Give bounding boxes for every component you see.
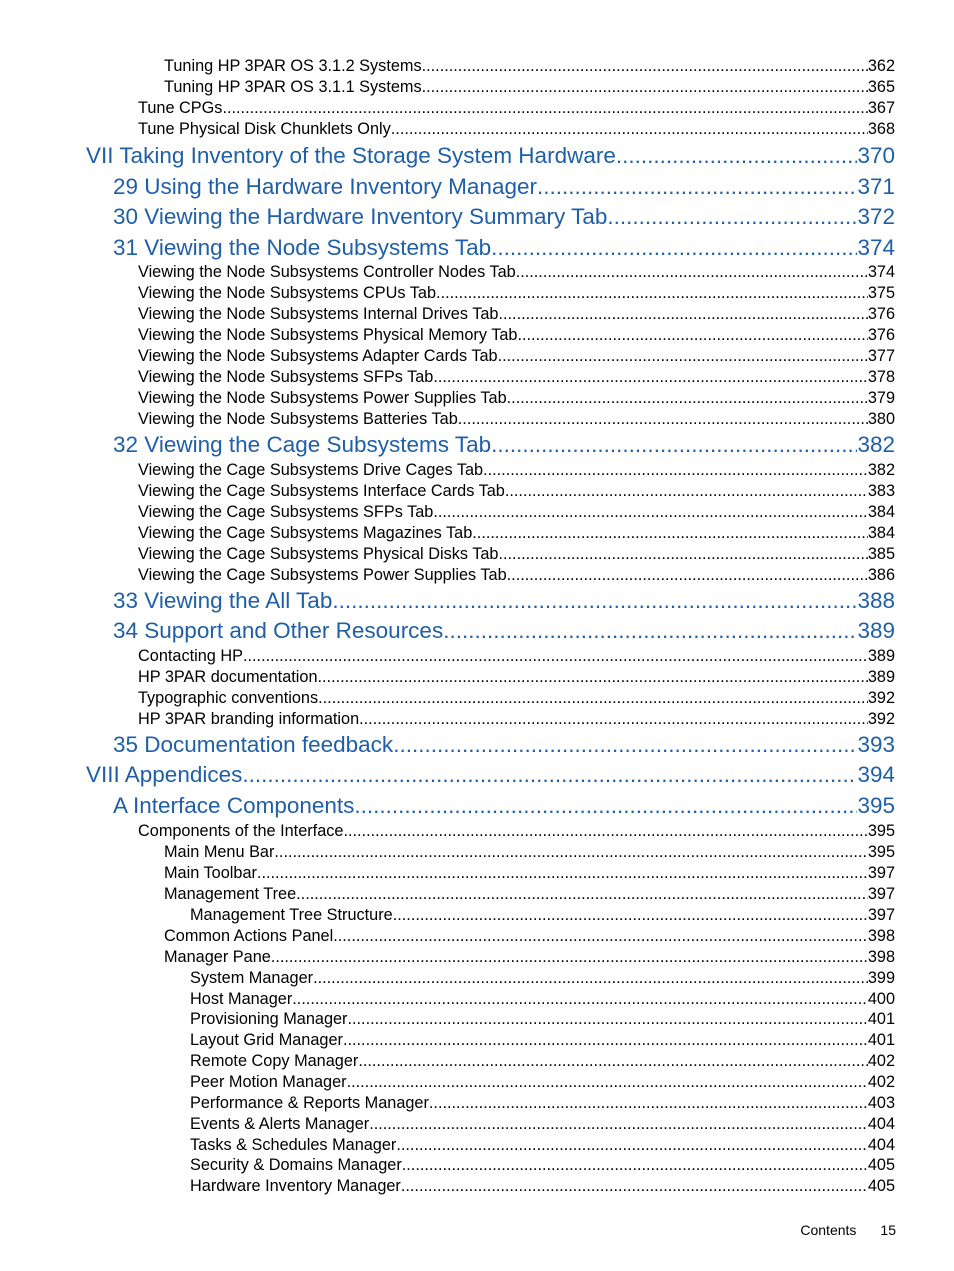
toc-entry-title: Tasks & Schedules Manager — [190, 1136, 397, 1154]
toc-entry-page-number: 389 — [857, 618, 895, 643]
toc-entry-page-number: 384 — [867, 503, 895, 521]
toc-entry-page-number: 376 — [867, 305, 895, 323]
toc-entry-title: Manager Pane — [164, 948, 271, 966]
toc-entry-page-number: 382 — [857, 432, 895, 457]
toc-entry[interactable] — [113, 431, 895, 459]
dot-leader — [257, 863, 868, 883]
toc-entry-title: Management Tree — [164, 885, 297, 903]
dot-leader — [491, 234, 857, 262]
toc-entry-title: Viewing the Node Subsystems CPUs Tab — [138, 284, 437, 302]
dot-leader — [358, 1051, 868, 1071]
toc-entry-title: Viewing the Node Subsystems SFPs Tab — [138, 368, 434, 386]
toc-entry[interactable] — [113, 234, 895, 262]
toc-entry-page-number: 401 — [867, 1031, 895, 1049]
dot-leader — [271, 947, 868, 967]
toc-entry-title: Viewing the Cage Subsystems Physical Disks Tab — [138, 545, 499, 563]
dot-leader — [354, 792, 857, 820]
toc-entry-page-number: 399 — [867, 969, 895, 987]
toc-entry-title: HP 3PAR branding information — [138, 710, 360, 728]
dot-leader — [616, 142, 858, 170]
toc-entry-page-number: 368 — [867, 120, 895, 138]
toc-entry[interactable] — [190, 905, 895, 925]
toc-entry-page-number: 378 — [867, 368, 895, 386]
toc-entry-title: Typographic conventions — [138, 689, 319, 707]
toc-entry-title: Tune CPGs — [138, 99, 223, 117]
toc-entry[interactable] — [138, 409, 895, 429]
toc-entry-title: 34 Support and Other Resources — [113, 618, 444, 643]
toc-entry[interactable] — [164, 926, 895, 946]
toc-entry-page-number: 393 — [857, 732, 895, 757]
toc-entry-page-number: 386 — [867, 566, 895, 584]
toc-entry[interactable] — [138, 346, 895, 366]
toc-entry[interactable] — [138, 388, 895, 408]
toc-entry[interactable] — [190, 1051, 895, 1071]
dot-leader — [516, 262, 868, 282]
toc-entry-page-number: 367 — [867, 99, 895, 117]
dot-leader — [436, 283, 868, 303]
toc-entry-page-number: 389 — [867, 668, 895, 686]
toc-entry[interactable] — [190, 1176, 895, 1196]
toc-entry[interactable] — [164, 947, 895, 967]
toc-entry[interactable] — [138, 119, 895, 139]
toc-entry[interactable] — [113, 617, 895, 645]
dot-leader — [498, 544, 867, 564]
toc-entry-title: 32 Viewing the Cage Subsystems Tab — [113, 432, 492, 457]
dot-leader — [507, 565, 868, 585]
toc-entry[interactable] — [190, 1093, 895, 1113]
toc-entry-page-number: 392 — [867, 689, 895, 707]
toc-entry-title: Management Tree Structure — [190, 906, 393, 924]
toc-entry-title: VIII Appendices — [86, 762, 243, 787]
toc-entry-title: 31 Viewing the Node Subsystems Tab — [113, 235, 492, 260]
toc-entry[interactable] — [138, 283, 895, 303]
toc-entry-title: Viewing the Node Subsystems Physical Memory Tab — [138, 326, 518, 344]
toc-entry[interactable] — [86, 142, 895, 170]
dot-leader — [422, 56, 868, 76]
toc-entry[interactable] — [113, 173, 895, 201]
toc-entry-title: Remote Copy Manager — [190, 1052, 359, 1070]
dot-leader — [393, 731, 857, 759]
dot-leader — [517, 325, 867, 345]
page-footer — [800, 1222, 896, 1238]
dot-leader — [333, 926, 868, 946]
toc-entry[interactable] — [138, 304, 895, 324]
toc-entry-page-number: 379 — [867, 389, 895, 407]
toc-entry[interactable] — [138, 325, 895, 345]
toc-entry-title: HP 3PAR documentation — [138, 668, 318, 686]
toc-entry-title: A Interface Components — [113, 793, 355, 818]
dot-leader — [222, 98, 867, 118]
toc-entry-page-number: 375 — [867, 284, 895, 302]
toc-entry-page-number: 374 — [867, 263, 895, 281]
toc-entry-title: Viewing the Cage Subsystems Drive Cages Tab — [138, 461, 484, 479]
footer-section-label: Contents — [800, 1222, 857, 1238]
dot-leader — [429, 1093, 868, 1113]
toc-entry[interactable] — [138, 481, 895, 501]
dot-leader — [443, 617, 857, 645]
dot-leader — [498, 346, 868, 366]
toc-entry[interactable] — [138, 502, 895, 522]
toc-entry-title: Peer Motion Manager — [190, 1073, 347, 1091]
dot-leader — [343, 821, 867, 841]
toc-entry-title: System Manager — [190, 969, 314, 987]
toc-entry-title: 29 Using the Hardware Inventory Manager — [113, 174, 537, 199]
toc-entry[interactable] — [190, 968, 895, 988]
toc-entry-page-number: 395 — [867, 822, 895, 840]
toc-entry[interactable] — [164, 77, 895, 97]
toc-entry-page-number: 397 — [867, 864, 895, 882]
dot-leader — [332, 587, 857, 615]
toc-entry-page-number: 384 — [867, 524, 895, 542]
toc-entry-page-number: 395 — [857, 793, 895, 818]
dot-leader — [396, 1135, 867, 1155]
toc-entry-title: Viewing the Cage Subsystems Magazines Tab — [138, 524, 473, 542]
toc-entry-page-number: 388 — [857, 588, 895, 613]
toc-entry-page-number: 395 — [867, 843, 895, 861]
toc-entry-title: Provisioning Manager — [190, 1010, 348, 1028]
dot-leader — [607, 203, 857, 231]
dot-leader — [347, 1009, 867, 1029]
toc-entry-title: 35 Documentation feedback — [113, 732, 394, 757]
dot-leader — [393, 905, 868, 925]
toc-entry[interactable] — [138, 709, 895, 729]
toc-entry-page-number: 382 — [867, 461, 895, 479]
dot-leader — [458, 409, 868, 429]
toc-entry[interactable] — [138, 98, 895, 118]
toc-entry[interactable] — [164, 884, 895, 904]
toc-entry-title: Viewing the Cage Subsystems SFPs Tab — [138, 503, 434, 521]
dot-leader — [243, 646, 868, 666]
toc-entry[interactable] — [113, 731, 895, 759]
toc-entry-page-number: 371 — [857, 174, 895, 199]
toc-entry[interactable] — [138, 262, 895, 282]
toc-entry-page-number: 392 — [867, 710, 895, 728]
toc-entry-page-number: 398 — [867, 927, 895, 945]
toc-entry-page-number: 362 — [867, 57, 895, 75]
toc-entry-title: Viewing the Node Subsystems Power Supplies Tab — [138, 389, 507, 407]
toc-entry-title: Security & Domains Manager — [190, 1156, 402, 1174]
toc-entry-page-number: 402 — [867, 1073, 895, 1091]
toc-entry-title: Viewing the Cage Subsystems Interface Cards Tab — [138, 482, 505, 500]
dot-leader — [537, 173, 857, 201]
toc-entry-title: 33 Viewing the All Tab — [113, 588, 333, 613]
dot-leader — [498, 304, 867, 324]
toc-entry-title: Host Manager — [190, 990, 293, 1008]
toc-entry-title: Events & Alerts Manager — [190, 1115, 370, 1133]
dot-leader — [343, 1030, 868, 1050]
toc-entry-title: VII Taking Inventory of the Storage System Hardware — [86, 143, 616, 168]
toc-entry-page-number: 397 — [867, 885, 895, 903]
dot-leader — [318, 667, 868, 687]
dot-leader — [422, 77, 868, 97]
toc-entry[interactable] — [190, 1009, 895, 1029]
toc-entry-title: Viewing the Node Subsystems Batteries Tab — [138, 410, 458, 428]
dot-leader — [507, 388, 868, 408]
dot-leader — [313, 968, 868, 988]
toc-entry-title: Tune Physical Disk Chunklets Only — [138, 120, 391, 138]
toc-entry-page-number: 389 — [867, 647, 895, 665]
toc-entry-title: Viewing the Node Subsystems Adapter Cards Tab — [138, 347, 498, 365]
toc-entry-page-number: 404 — [867, 1115, 895, 1133]
dot-leader — [359, 709, 868, 729]
toc-entry[interactable] — [113, 587, 895, 615]
dot-leader — [242, 761, 857, 789]
dot-leader — [401, 1176, 868, 1196]
toc-entry-page-number: 385 — [867, 545, 895, 563]
toc-entry-title: Components of the Interface — [138, 822, 344, 840]
toc-entry-page-number: 405 — [867, 1177, 895, 1195]
toc-entry[interactable] — [138, 544, 895, 564]
toc-entry-title: Common Actions Panel — [164, 927, 334, 945]
toc-entry[interactable] — [164, 56, 895, 76]
toc-entry[interactable] — [138, 523, 895, 543]
toc-entry-page-number: 401 — [867, 1010, 895, 1028]
footer-page-number: 15 — [880, 1222, 896, 1238]
toc-entry-title: Main Menu Bar — [164, 843, 275, 861]
toc-entry-title: 30 Viewing the Hardware Inventory Summary Tab — [113, 204, 608, 229]
toc-entry[interactable] — [190, 1114, 895, 1134]
toc-entry-page-number: 383 — [867, 482, 895, 500]
toc-entry-title: Tuning HP 3PAR OS 3.1.2 Systems — [164, 57, 422, 75]
toc-entry[interactable] — [190, 1030, 895, 1050]
toc-entry-page-number: 397 — [867, 906, 895, 924]
toc-entry[interactable] — [190, 1135, 895, 1155]
toc-entry-page-number: 374 — [857, 235, 895, 260]
toc-entry[interactable] — [138, 667, 895, 687]
toc-entry[interactable] — [113, 792, 895, 820]
toc-entry-title: Tuning HP 3PAR OS 3.1.1 Systems — [164, 78, 422, 96]
toc-entry[interactable] — [164, 842, 895, 862]
toc-entry-page-number: 394 — [857, 762, 895, 787]
toc-entry-page-number: 365 — [867, 78, 895, 96]
dot-leader — [318, 688, 868, 708]
toc-entry-page-number: 400 — [867, 990, 895, 1008]
toc-entry[interactable] — [138, 688, 895, 708]
dot-leader — [491, 431, 857, 459]
toc-entry[interactable] — [138, 367, 895, 387]
toc-entry-page-number: 370 — [857, 143, 895, 168]
dot-leader — [391, 119, 868, 139]
toc-entry[interactable] — [138, 821, 895, 841]
toc-entry-title: Viewing the Node Subsystems Internal Drives Tab — [138, 305, 499, 323]
toc-entry-title: Hardware Inventory Manager — [190, 1177, 401, 1195]
toc-entry[interactable] — [86, 761, 895, 789]
toc-entry-page-number: 372 — [857, 204, 895, 229]
toc-entry-page-number: 398 — [867, 948, 895, 966]
toc-entry-page-number: 402 — [867, 1052, 895, 1070]
dot-leader — [505, 481, 868, 501]
toc-entry[interactable] — [113, 203, 895, 231]
dot-leader — [274, 842, 867, 862]
dot-leader — [292, 989, 868, 1009]
dot-leader — [433, 502, 868, 522]
toc-entry-title: Viewing the Cage Subsystems Power Supplies Tab — [138, 566, 507, 584]
toc-entry[interactable] — [190, 1072, 895, 1092]
dot-leader — [472, 523, 868, 543]
dot-leader — [369, 1114, 868, 1134]
dot-leader — [433, 367, 868, 387]
toc-entry-title: Viewing the Node Subsystems Controller Nodes Tab — [138, 263, 516, 281]
toc-entry[interactable] — [190, 989, 895, 1009]
toc-entry-title: Performance & Reports Manager — [190, 1094, 429, 1112]
toc-entry[interactable] — [138, 646, 895, 666]
toc-entry-page-number: 404 — [867, 1136, 895, 1154]
dot-leader — [402, 1155, 868, 1175]
toc-entry-page-number: 405 — [867, 1156, 895, 1174]
toc-entry-title: Main Toolbar — [164, 864, 257, 882]
toc-entry-page-number: 376 — [867, 326, 895, 344]
toc-entry[interactable] — [164, 863, 895, 883]
toc-entry-page-number: 403 — [867, 1094, 895, 1112]
dot-leader — [483, 460, 868, 480]
toc-entry[interactable] — [138, 565, 895, 585]
dot-leader — [347, 1072, 868, 1092]
toc-entry-title: Layout Grid Manager — [190, 1031, 343, 1049]
toc-entry[interactable] — [138, 460, 895, 480]
toc-entry-title: Contacting HP — [138, 647, 243, 665]
dot-leader — [296, 884, 868, 904]
toc-entry-page-number: 380 — [867, 410, 895, 428]
toc-entry-page-number: 377 — [867, 347, 895, 365]
toc-entry[interactable] — [190, 1155, 895, 1175]
